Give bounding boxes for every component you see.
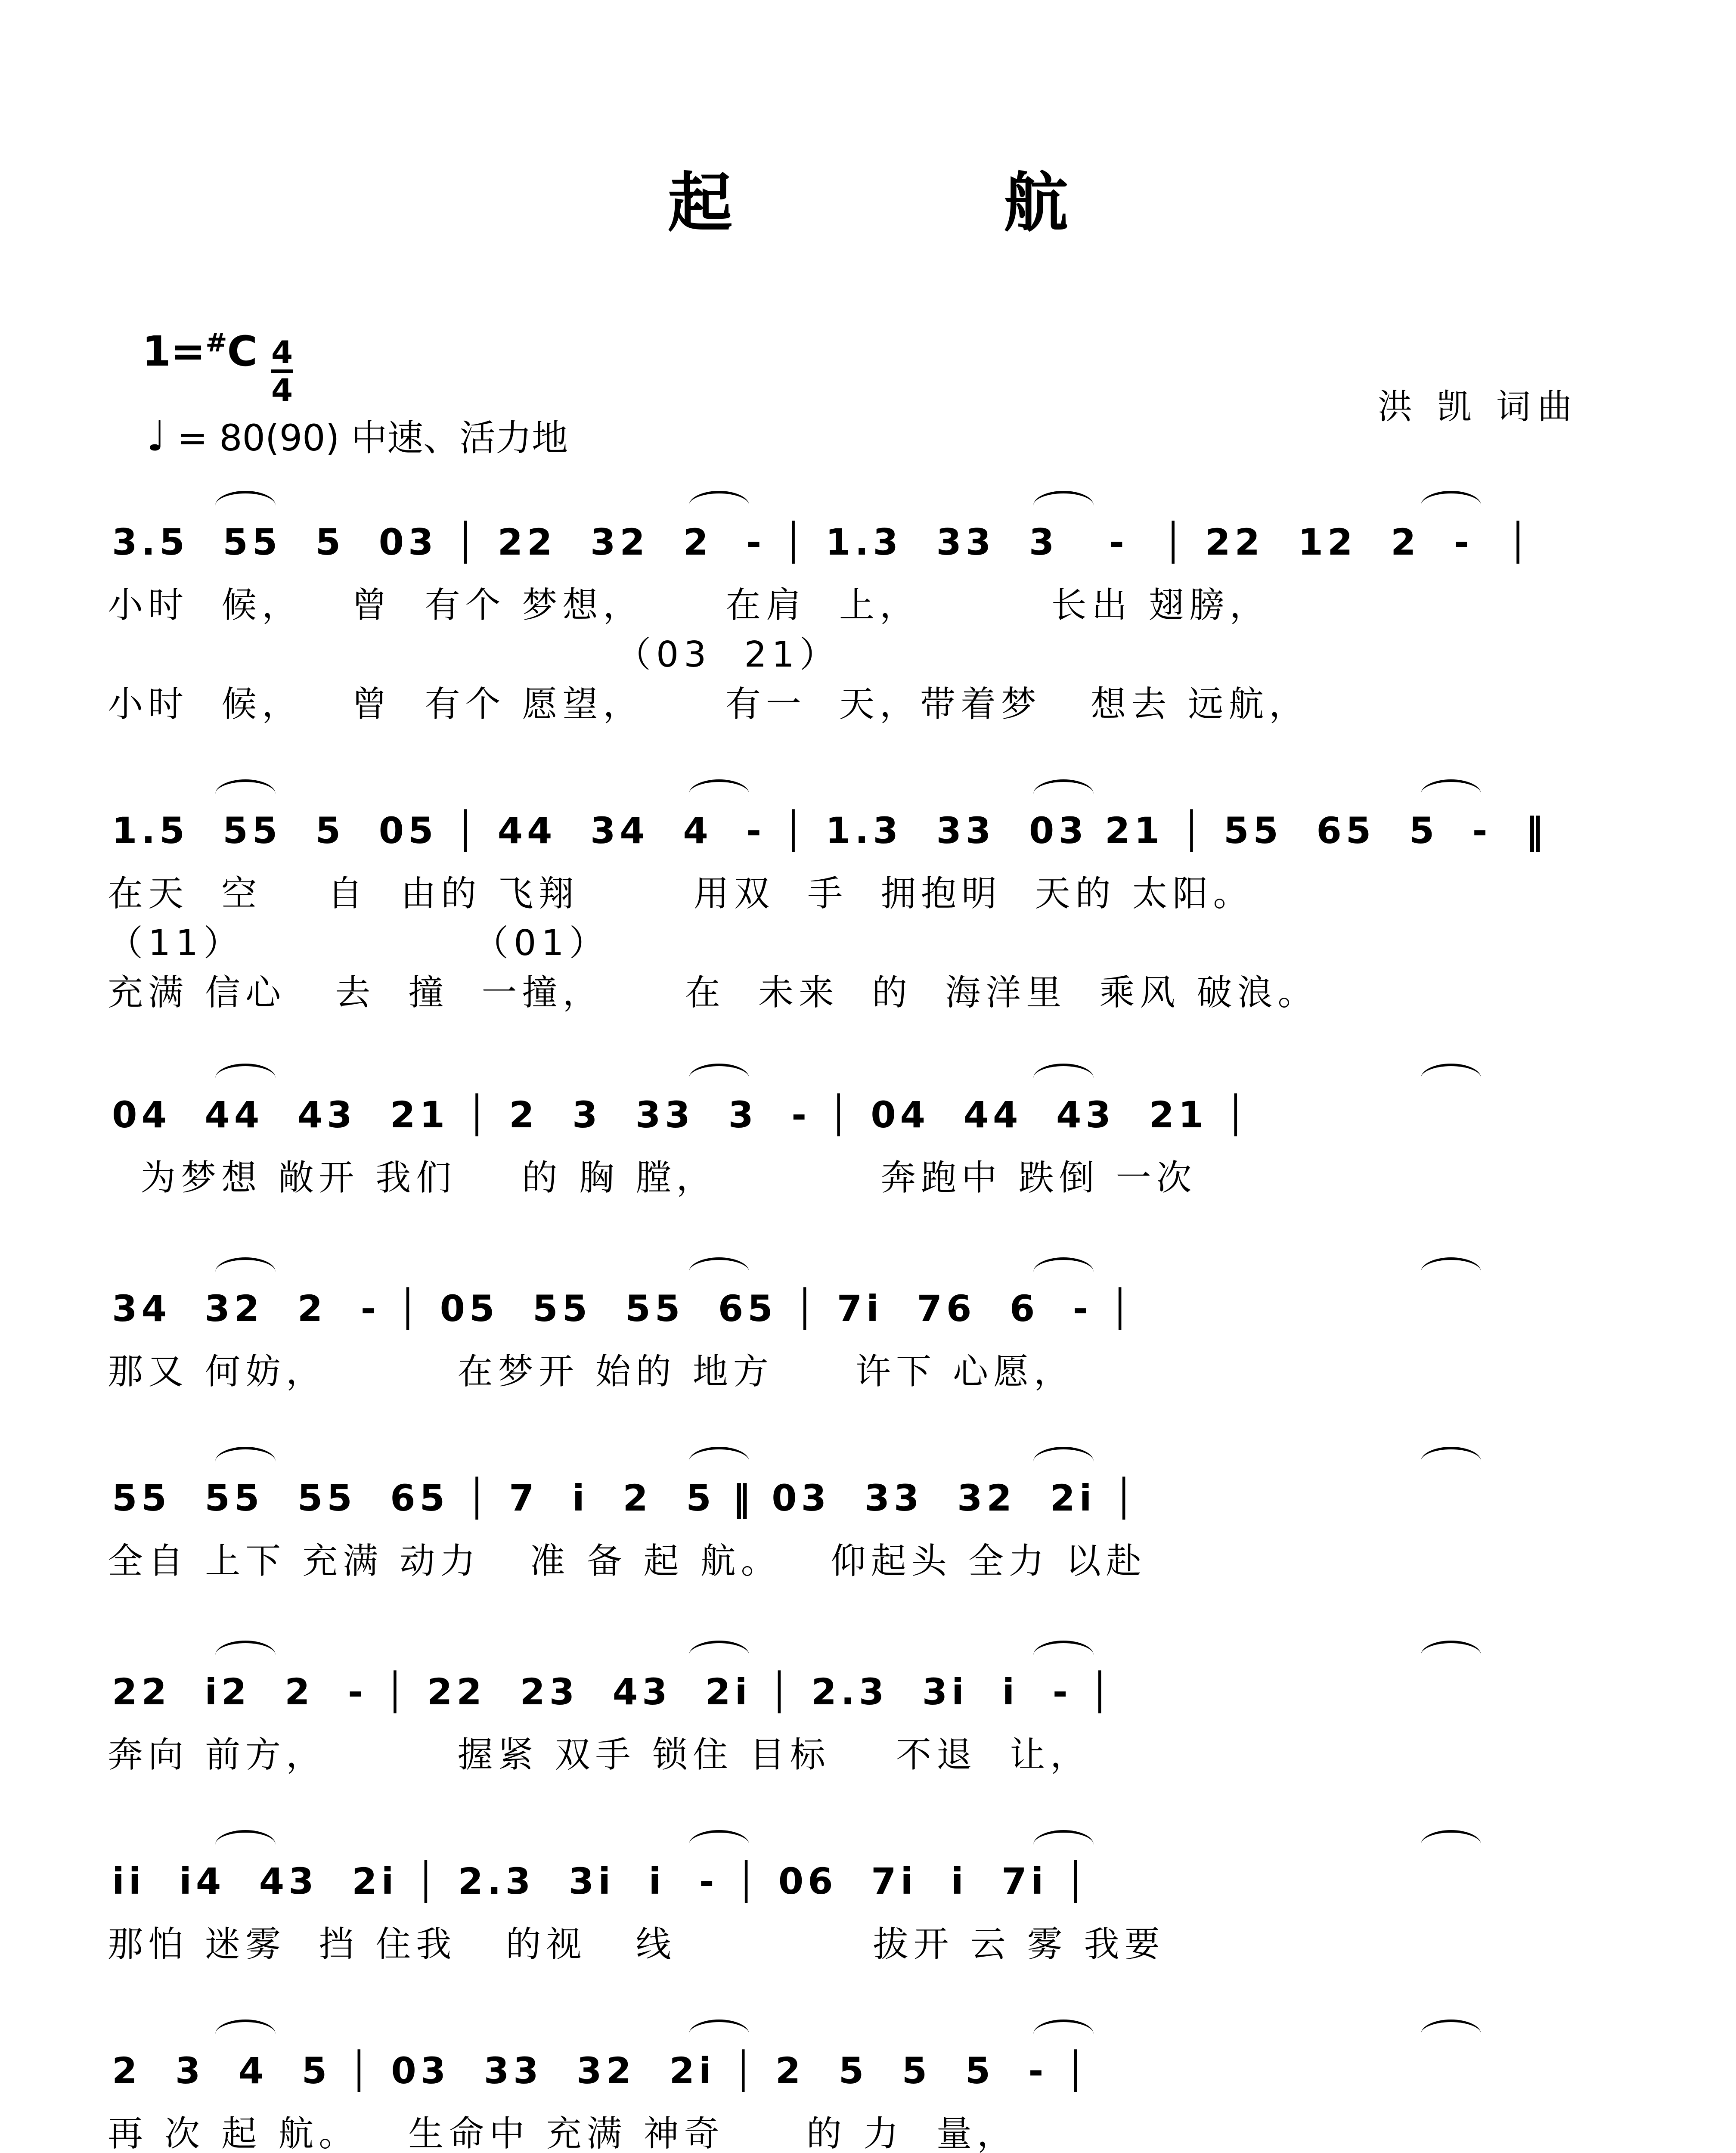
music-line [103,1477,1636,1529]
lyrics-line: （03 21） [108,634,840,675]
music-notation: 34 32 2 - │ 05 55 55 65 │ 7i 76 6 - │ [112,1287,1135,1330]
slur-mark [689,491,749,506]
slur-mark [1421,1447,1481,1461]
slur-mark [1421,1064,1481,1078]
slur-mark [215,1064,276,1078]
lyrics-line: 奔向 前方， 握紧 双手 锁住 目标 不退 让， [108,1734,1091,1775]
music-line [103,521,1636,573]
key-signature [142,327,257,375]
slur-mark [1421,1830,1481,1845]
time-signature-top: 4 [271,334,293,370]
slur-mark [1033,2020,1094,2034]
slur-mark [1033,779,1094,794]
slur-mark [1421,491,1481,506]
lyrics-line: 再 次 起 航。 生命中 充满 神奇 的 力 量， [108,2113,1018,2153]
music-line [103,810,1636,861]
music-line [103,1671,1636,1722]
slur-mark [1033,1641,1094,1655]
slur-mark [215,1447,276,1461]
slur-mark [1033,1447,1094,1461]
slur-mark [689,1064,749,1078]
tempo-text: = 80(90) 中速、活力地 [177,417,568,459]
music-notation: 3.5 55 5 03 │ 22 32 2 - │ 1.3 33 3 - │ 22 12 2 - │ [112,521,1533,563]
music-line [103,1860,1636,1912]
slur-mark [215,779,276,794]
slur-mark [215,1641,276,1655]
lyrics-line: 充满 信心 去 撞 一撞， 在 未来 的 海洋里 乘风 破浪。 [108,972,1318,1013]
key-letter: C [227,327,257,375]
music-notation: 55 55 55 65 │ 7 i 2 5 ‖ 03 33 32 2i │ [112,1477,1139,1519]
lyrics-line: 那又 何妨， 在梦开 始的 地方 许下 心愿， [108,1351,1075,1392]
music-notation: 04 44 43 21 │ 2 3 33 3 - │ 04 44 43 21 │ [112,1094,1251,1136]
slur-mark [1421,1257,1481,1272]
slur-mark [215,2020,276,2034]
slur-mark [689,1830,749,1845]
music-line [103,1094,1636,1145]
slur-mark [689,1641,749,1655]
lyrics-line: 那怕 迷雾 挡 住我 的视 线 拔开 云 雾 我要 [108,1924,1165,1965]
time-signature-bottom: 4 [271,372,293,408]
slur-mark [1033,1830,1094,1845]
slur-mark [689,1257,749,1272]
lyrics-line: 全自 上下 充满 动力 准 备 起 航。 仰起头 全力 以赴 [108,1541,1147,1582]
slur-mark [215,1257,276,1272]
slur-mark [689,779,749,794]
slur-mark [215,1830,276,1845]
music-notation: 1.5 55 5 05 │ 44 34 4 - │ 1.3 33 03 21 │ 55 65 5 - ‖ [112,810,1548,852]
slur-mark [1421,2020,1481,2034]
quarter-note-icon: ♩ [146,412,166,460]
slur-mark [1033,1064,1094,1078]
page-title: 起 航 [667,165,1172,241]
slur-mark [215,491,276,506]
lyrics-line: 为梦想 敞开 我们 的 胸 膛， 奔跑中 跌倒 一次 [108,1157,1197,1198]
music-notation: ii i4 43 2i │ 2.3 3i i - │ 06 7i i 7i │ [112,1860,1091,1902]
slur-mark [689,2020,749,2034]
slur-mark [689,1447,749,1461]
music-line [103,1287,1636,1339]
lyrics-line: （11） （01） [108,923,610,964]
time-signature [271,336,293,406]
music-line [103,2050,1636,2101]
music-notation: 2 3 4 5 │ 03 33 32 2i │ 2 5 5 5 - │ [112,2050,1091,2092]
tempo-marking [146,409,568,461]
slur-mark [1421,1641,1481,1655]
key-accidental: # [205,328,227,358]
slur-mark [1421,779,1481,794]
slur-mark [1033,1257,1094,1272]
music-notation: 22 i2 2 - │ 22 23 43 2i │ 2.3 3i i - │ [112,1671,1115,1713]
lyrics-line: 小时 候， 曾 有个 梦想， 在肩 上， 长出 翅膀， [108,585,1270,626]
slur-mark [1033,491,1094,506]
lyrics-line: 小时 候， 曾 有个 愿望， 有一 天，带着梦 想去 远航， [108,684,1310,725]
composer-credit: 洪 凯 词曲 [1378,387,1579,427]
lyrics-line: 在天 空 自 由的 飞翔 用双 手 拥抱明 天的 太阳。 [108,873,1254,914]
key-prefix: 1= [142,327,206,375]
